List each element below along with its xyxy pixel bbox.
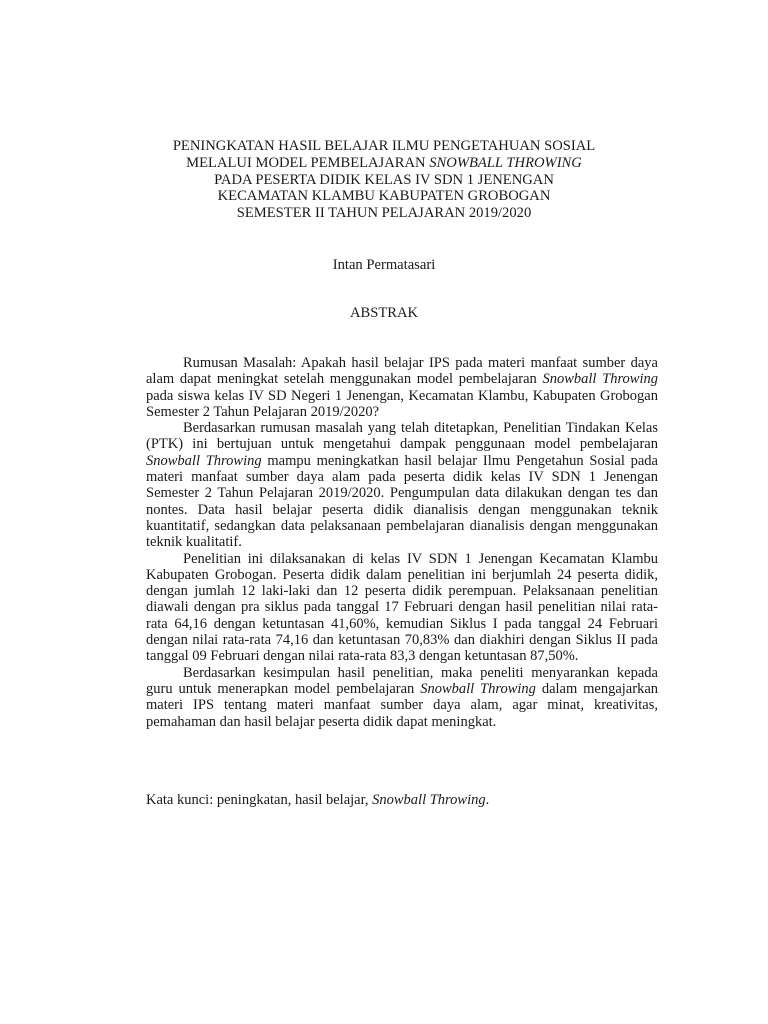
paragraph-italic-text: Snowball Throwing — [146, 452, 262, 469]
title-line: PADA PESERTA DIDIK KELAS IV SDN 1 JENENGAN — [214, 171, 554, 188]
keywords-text: peningkatan, hasil belajar, — [216, 792, 373, 808]
keywords-label: Kata kunci: — [146, 792, 217, 808]
abstract-paragraph — [146, 551, 658, 665]
paragraph-text: Berdasarkan rumusan masalah yang telah ditetapkan, Penelitian Tindakan Kelas (PTK) ini bertujuan untuk mengetahui dampak penggunaan model pembelajaran — [146, 420, 658, 453]
title-line: PENINGKATAN HASIL BELAJAR ILMU PENGETAHUAN SOSIAL — [172, 138, 596, 154]
title-italic-text: SNOWBALL THROWING — [429, 154, 582, 171]
paragraph-italic-text: Snowball Throwing — [420, 680, 536, 697]
keywords — [146, 792, 658, 809]
title-line: SEMESTER II TAHUN PELAJARAN 2019/2020 — [236, 205, 532, 222]
keywords-end: . — [485, 792, 490, 808]
title-line: KECAMATAN KLAMBU KABUPATEN GROBOGAN — [217, 188, 551, 205]
paragraph-text: pada siswa kelas IV SD Negeri 1 Jenengan, Kecamatan Klambu, Kabupaten Grobogan Semester 2 Tahun Pelajaran 2019/2020? — [146, 387, 658, 420]
keywords-italic-text: Snowball Throwing — [372, 792, 486, 808]
paragraph-text: Berdasarkan kesimpulan hasil penelitian, maka peneliti menyarankan kepada guru untuk menerapkan model pembelajaran — [146, 664, 658, 697]
paragraph-text: mampu meningkatkan hasil belajar Ilmu Pengetahun Sosial pada materi manfaat sumber daya alam pada peserta didik kelas IV SDN 1 Jenengan Semester 2 Tahun Pelajaran 2019/2020. Pengumpulan data dilakukan dengan tes dan nontes. Data hasil belajar peserta didik dianalisis dengan menggunakan teknik kuantitatif, sedangkan data pelaksanaan pembelajaran dianalisis dengan menggunakan teknik kualitatif. — [146, 452, 658, 551]
abstract-paragraph — [146, 420, 658, 550]
paragraph-italic-text: Snowball Throwing — [542, 371, 658, 388]
title-line — [0, 155, 768, 172]
paper-title — [0, 138, 768, 222]
author-name: Intan Permatasari — [332, 257, 436, 273]
abstract-paragraph — [146, 665, 658, 730]
abstract-heading: ABSTRAK — [349, 305, 419, 321]
paragraph-text: dalam mengajarkan materi IPS tentang materi manfaat sumber daya alam, agar minat, kreativitas, pemahaman dan hasil belajar peserta didik dapat meningkat. — [146, 680, 659, 730]
paragraph-text: Rumusan Masalah: Apakah hasil belajar IPS pada materi manfaat sumber daya alam dapat meningkat setelah menggunakan model pembelajaran — [146, 355, 658, 388]
abstract-paragraph — [146, 355, 658, 420]
paragraph-text: Penelitian ini dilaksanakan di kelas IV SDN 1 Jenengan Kecamatan Klambu Kabupaten Grobogan. Peserta didik dalam penelitian ini berjumlah 24 peserta didik, dengan jumlah 12 laki-laki dan 12 peserta didik perempuan. Pelaksanaan penelitian diawali dengan pra siklus pada tanggal 17 Februari dengan hasil penelitian nilai rata-rata 64,16 dengan ketuntasan 41,60%, kemudian Siklus I pada tanggal 24 Februari dengan nilai rata-rata 74,16 dan ketuntasan 70,83% dan diakhiri dengan Siklus II pada tanggal 09 Februari dengan nilai rata-rata 83,3 dengan ketuntasan 87,50%. — [146, 550, 658, 665]
title-text: MELALUI MODEL PEMBELAJARAN — [186, 154, 430, 171]
abstract-body — [146, 355, 658, 730]
